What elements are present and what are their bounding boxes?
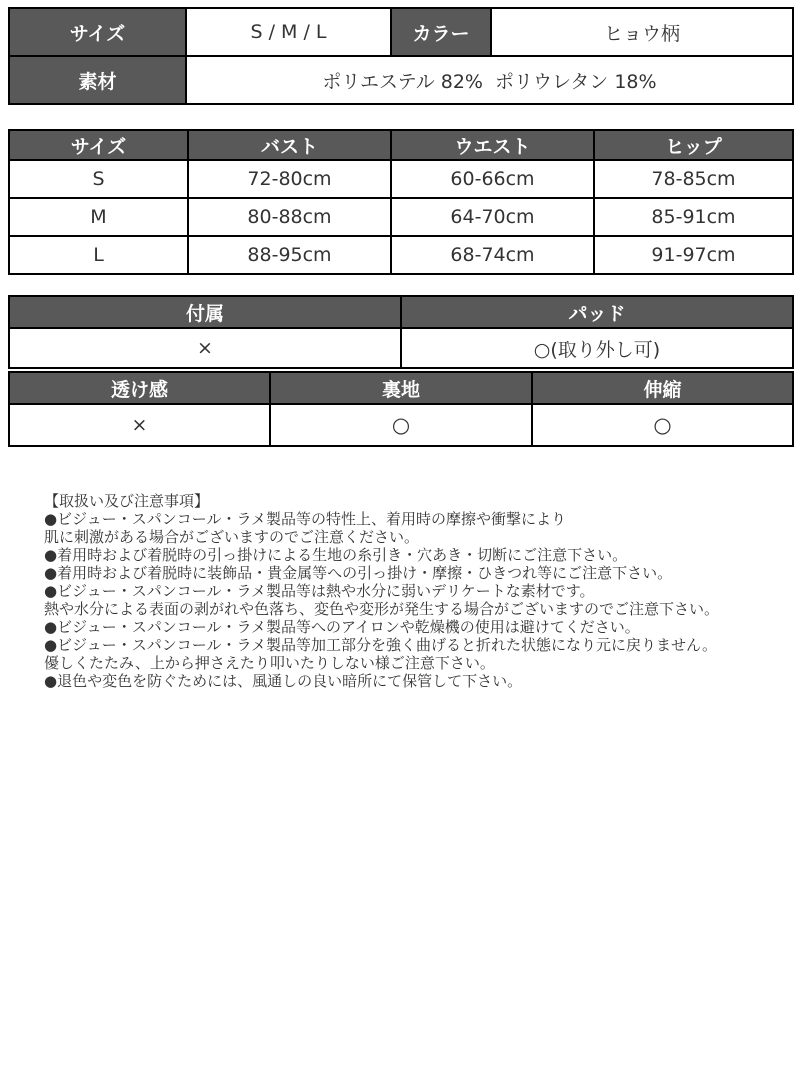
hip-cell: 85-91cm (594, 198, 793, 236)
handling-note-line: ●着用時および着脱時の引っ掛けによる生地の糸引き・穴あき・切断にご注意下さい。 (44, 546, 628, 564)
spec-row-material (9, 56, 793, 104)
handling-note-line: 熱や水分による表面の剥がれや色落ち、変色や変形が発生する場合がございますのでご注意下さい。 (44, 600, 720, 618)
hip-cell: 78-85cm (594, 160, 793, 198)
feature-header-row (9, 372, 793, 404)
size-value-cell: S / M / L (186, 8, 391, 56)
accessory-header-row (9, 296, 793, 328)
handling-note-line: ●ビジュー・スパンコール・ラメ製品等へのアイロンや乾燥機の使用は避けてください。 (44, 618, 640, 636)
bust-cell: 80-88cm (188, 198, 391, 236)
color-header-cell: カラー (391, 8, 491, 56)
accessory-pad-table (8, 295, 794, 369)
pad-value-cell: ○(取り外し可) (401, 328, 793, 368)
handling-note-line: 優しくたたみ、上から押さえたり叩いたりしない様ご注意下さい。 (44, 654, 495, 672)
table-row (9, 160, 793, 198)
stretch-header-cell: 伸縮 (532, 372, 793, 404)
handling-note-line: ●ビジュー・スパンコール・ラメ製品等は熱や水分に弱いデリケートな素材です。 (44, 582, 595, 600)
sheerness-value-cell: × (9, 404, 270, 446)
size-header-cell: サイズ (9, 8, 186, 56)
measurements-header-row (9, 130, 793, 160)
col-header-waist: ウエスト (391, 130, 594, 160)
col-header-bust: バスト (188, 130, 391, 160)
bust-cell: 72-80cm (188, 160, 391, 198)
table-row (9, 198, 793, 236)
accessory-header-cell: 付属 (9, 296, 401, 328)
material-value-cell: ポリエステル 82% ポリウレタン 18% (186, 56, 793, 104)
lining-value-cell: ○ (270, 404, 532, 446)
stretch-value-cell: ○ (532, 404, 793, 446)
pad-header-cell: パッド (401, 296, 793, 328)
bust-cell: 88-95cm (188, 236, 391, 274)
feature-value-row (9, 404, 793, 446)
spec-table (8, 7, 794, 105)
waist-cell: 68-74cm (391, 236, 594, 274)
handling-notes (44, 492, 762, 690)
color-value-cell: ヒョウ柄 (491, 8, 793, 56)
handling-note-line: ●ビジュー・スパンコール・ラメ製品等加工部分を強く曲げると折れた状態になり元に戻りません。 (44, 636, 717, 654)
accessory-value-row (9, 328, 793, 368)
lining-header-cell: 裏地 (270, 372, 532, 404)
col-header-size: サイズ (9, 130, 188, 160)
handling-note-line: ●ビジュー・スパンコール・ラメ製品等の特性上、着用時の摩擦や衝撃により (44, 510, 567, 528)
accessory-value-cell: × (9, 328, 401, 368)
handling-note-line: ●退色や変色を防ぐためには、風通しの良い暗所にて保管して下さい。 (44, 672, 523, 690)
handling-note-line: ●着用時および着脱時に装飾品・貴金属等への引っ掛け・摩擦・ひきつれ等にご注意下さい。 (44, 564, 673, 582)
feature-table (8, 371, 794, 447)
size-cell: S (9, 160, 188, 198)
size-cell: M (9, 198, 188, 236)
hip-cell: 91-97cm (594, 236, 793, 274)
spec-row-size-color (9, 8, 793, 56)
handling-notes-title: 【取扱い及び注意事項】 (44, 492, 210, 510)
col-header-hip: ヒップ (594, 130, 793, 160)
material-header-cell: 素材 (9, 56, 186, 104)
sheerness-header-cell: 透け感 (9, 372, 270, 404)
size-cell: L (9, 236, 188, 274)
waist-cell: 64-70cm (391, 198, 594, 236)
measurements-table (8, 129, 794, 275)
handling-note-line: 肌に刺激がある場合がございますのでご注意ください。 (44, 528, 420, 546)
table-row (9, 236, 793, 274)
waist-cell: 60-66cm (391, 160, 594, 198)
